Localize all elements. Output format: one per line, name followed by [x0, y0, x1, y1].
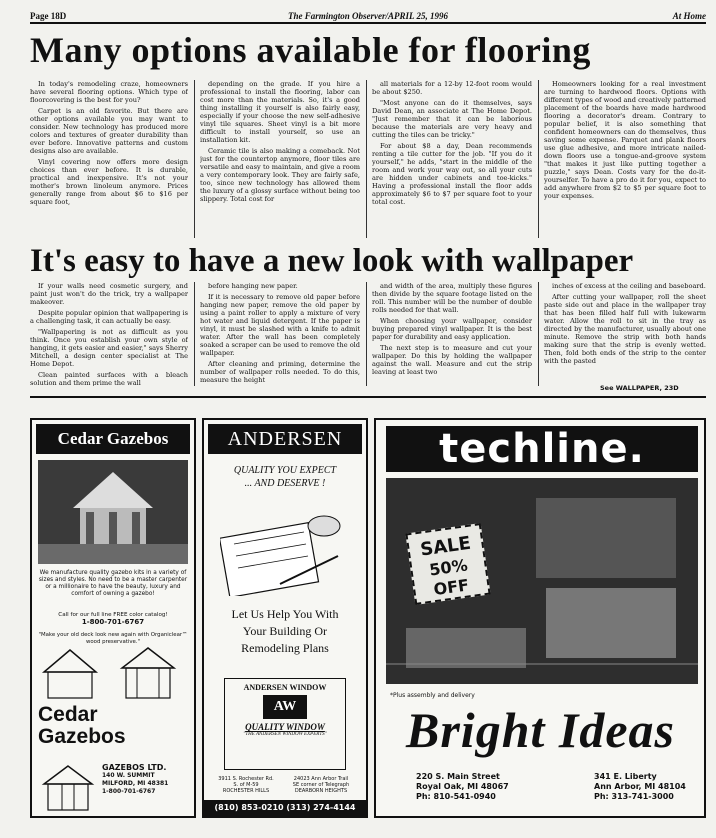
cedar-ad-quote: "Make your old deck look new again with Organiclear™ wood preservative." — [38, 632, 188, 645]
andersen-help-2: Your Building Or — [242, 624, 328, 638]
paragraph: In today's remodeling craze, homeowners have several flooring options. Which type of floorcovering is the best for you? — [30, 80, 188, 104]
cedar-gazebos-ad — [30, 418, 196, 818]
andersen-tagline-1: QUALITY YOU EXPECT — [233, 465, 337, 476]
techline-logo: techline. — [386, 426, 698, 472]
andersen-address-dearborn — [286, 776, 356, 794]
cedar-contact — [102, 764, 168, 796]
sale-badge — [405, 523, 490, 605]
cedar-logo-line1: Cedar — [38, 703, 98, 726]
wallpaper-headline: It's easy to have a new look with wallpaper — [30, 243, 634, 279]
paragraph: Carpet is an old favorite. But there are other options available you may want to consider. New technology has produced more colors and textures of greater durability than ever before. Innovative patterns and custom designs also are available. — [30, 107, 188, 155]
paragraph: When choosing your wallpaper, consider buying prepared vinyl wallpaper. It is the best paper for durability and easy application. — [372, 317, 532, 341]
wallpaper-column-3 — [372, 282, 532, 386]
cedar-address-2: MILFORD, MI 48381 — [102, 780, 169, 787]
andersen-phones: (810) 853-0210 (313) 274-4144 — [204, 800, 366, 816]
sale-percent: 50% OFF — [428, 555, 471, 600]
address-line: DEARBORN HEIGHTS — [294, 788, 348, 794]
bright-ideas-logo: Bright Ideas — [406, 702, 676, 758]
column-rule — [538, 282, 539, 386]
flooring-column-1 — [30, 80, 188, 240]
cedar-phone-1: 1-800-701-6767 — [81, 618, 145, 626]
page-number: Page 18D — [30, 11, 67, 21]
page-header — [30, 8, 706, 24]
column-rule — [366, 282, 367, 386]
wallpaper-column-1 — [30, 282, 188, 386]
assembly-note: *Plus assembly and delivery — [390, 692, 475, 699]
wallpaper-column-4 — [544, 282, 706, 382]
address-line: ROCHESTER HILLS — [222, 788, 270, 794]
location-line: 341 E. Liberty — [594, 772, 657, 781]
paragraph: After cutting your wallpaper, roll the sheet paste side out and place in the wallpaper tray that has been filled half full with lukewarm water. Allow the roll to sit in the tray as directed by the manufacturer, usually about one minute. Remove the strip with both hands making sure that the strip is evenly wetted. Then, fold both ends of the strip to the center with the pasted — [544, 293, 706, 365]
section-name: At Home — [672, 11, 706, 21]
logo-experts: "THE ANDERSEN WINDOW EXPERTS" — [243, 732, 327, 737]
cedar-ad-title: Cedar Gazebos — [36, 424, 190, 454]
paragraph: For about $8 a day, Dean recommends renting a tile cutter for the job. "If you do it yourself," he adds, "start in the middle of the room and work your way out, so all your cuts are hidden under cabinets and toe-kicks." Having a professional install the floor adds approximately $6 to $7 per square foot to your total cost. — [372, 142, 532, 206]
publication-line: The Farmington Observer/APRIL 25, 1996 — [288, 11, 448, 21]
cedar-address-1: 140 W. SUMMIT — [102, 772, 155, 779]
cedar-phone-2: 1-800-701-6767 — [102, 788, 156, 795]
location-line: Ann Arbor, MI 48104 — [594, 782, 686, 791]
wallpaper-column-2 — [200, 282, 360, 386]
paragraph: Despite popular opinion that wallpapering is a challenging task, it can actually be easy. — [30, 309, 188, 325]
andersen-help-3: Remodeling Plans — [241, 641, 329, 655]
andersen-address-rochester — [214, 776, 278, 794]
location-line: 220 S. Main Street — [416, 772, 500, 781]
paragraph: depending on the grade. If you hire a professional to install the flooring, labor can cost more than the materials. So, it's a good thing installing it yourself is also fairly easy, especially if your choose the new self-adhesive vinyl tile squares. Sheet vinyl is a bit more difficult to install yourself, so use an installation kit. — [200, 80, 360, 144]
continued-jump-line: See WALLPAPER, 23D — [600, 384, 679, 392]
andersen-help — [210, 606, 360, 657]
paragraph: The next step is to measure and cut your wallpaper. Do this by holding the wallpaper against the wall. Measure and cut the strip leaving at least two — [372, 344, 532, 376]
royal-oak-location — [416, 772, 509, 802]
cedar-ad-blurb: We manufacture quality gazebo kits in a variety of sizes and styles. No need to be a master carpenter or a millionaire to have the beauty, luxury and comfort of owning a gazebo! — [38, 570, 188, 597]
paragraph: If your walls need cosmetic surgery, and paint just won't do the trick, try a wallpaper makeover. — [30, 282, 188, 306]
andersen-ad — [202, 418, 368, 818]
flooring-headline: Many options available for flooring — [30, 30, 591, 70]
paragraph: Ceramic tile is also making a comeback. Not just for the countertop anymore, floor tiles are versatile and easy to maintain, and give a room a very contemporary look. They are fairly safe, too, since new technology has allowed them the luxury of a glossy surface without being too slippery. Total cost for — [200, 147, 360, 203]
paragraph: before hanging new paper. — [208, 282, 298, 290]
andersen-tagline-2: ... AND DESERVE ! — [244, 478, 326, 489]
ann-arbor-location — [594, 772, 686, 802]
address-line: S. of M-59 — [233, 782, 259, 788]
paragraph: Clean painted surfaces with a bleach solution and them prime the wall — [30, 371, 188, 386]
page-divider — [30, 396, 706, 398]
paragraph: inches of excess at the ceiling and baseboard. — [552, 282, 706, 290]
gazebo-photo-icon — [38, 460, 188, 564]
cedar-call-text: Call for our full line FREE color catalog! — [58, 612, 168, 618]
column-rule — [194, 282, 195, 386]
column-rule — [538, 80, 539, 238]
paragraph: Homeowners looking for a real investment are turning to hardwood floors. Options with different types of wood and creatively patterned placement of the boards have made hardwood flooring a decorator's dream. Contrary to popular belief, it is also something that confident homeowners can do themselves, thus saving some expense. Parquet and plank floors use glue adhesive, and more intricate nailed-down floors use a tongue-and-groove system "that makes it just like putting together a puzzle," says Dean. Costs vary for the do-it-yourselfer. To have a pro do it for you, expect to add anywhere from $2 to $5 per square foot to your expenses. — [544, 80, 706, 200]
quality-window-logo — [224, 678, 346, 770]
logo-aw: AW — [263, 695, 307, 719]
cedar-ad-call — [38, 612, 188, 626]
paragraph: all materials for a 12-by 12-foot room would be about $250. — [372, 80, 532, 96]
column-rule — [366, 80, 367, 238]
flooring-column-2 — [200, 80, 360, 240]
address-line: 24023 Ann Arbor Trail — [293, 776, 349, 782]
paragraph: After cleaning and priming, determine the number of wallpaper rolls needed. To do this, measure the height — [200, 360, 360, 384]
gazebo-photo — [38, 460, 188, 564]
logo-quality-window: QUALITY WINDOW — [245, 722, 325, 732]
sale-label: SALE — [419, 532, 473, 561]
logo-andersen-window: ANDERSEN WINDOW — [243, 683, 327, 692]
house-plans-icon — [220, 500, 350, 596]
andersen-ad-title: ANDERSEN — [208, 424, 362, 454]
paragraph: Vinyl covering now offers more design choices than ever before. It is durable, practical and inexpensive. It's not your mother's brown linoleum anymore. Prices generally range from about $6 to $16 per square foot, — [30, 158, 188, 206]
flooring-column-3 — [372, 80, 532, 240]
flooring-column-4 — [544, 80, 706, 240]
location-line: Royal Oak, MI 48067 — [416, 782, 509, 791]
column-rule — [194, 80, 195, 238]
paragraph: "Most anyone can do it themselves, says David Dean, an associate at The Home Depot. "Just remember that it can be laborious because the materials are very heavy and cutting the tiles can be tricky." — [372, 99, 532, 139]
address-line: 3911 S. Rochester Rd. — [218, 776, 274, 782]
location-line: Ph: 810-541-0940 — [416, 792, 496, 801]
andersen-help-1: Let Us Help You With — [231, 607, 339, 621]
cedar-company: GAZEBOS LTD. — [102, 763, 167, 772]
address-line: SE corner of Telegraph — [292, 782, 350, 788]
paragraph: "Wallpapering is not as difficult as you think. Once you establish your own style of hanging, it gets easier and easier," says Sherry Mitchell, a design center specialist at The Home Depot. — [30, 328, 188, 368]
cedar-logo — [38, 704, 126, 748]
paragraph: If it is necessary to remove old paper before hanging new paper, remove the old paper by using a paint roller to apply a mixture of very hot water and liquid detergent. If the paper is vinyl, it must be slashed with a knife to admit water. After the wall has been completely soaked a scraper can be used to remove the old wallpaper. — [200, 293, 360, 357]
andersen-tagline — [210, 464, 360, 490]
gazebo-small-icon — [40, 764, 96, 814]
gazebo-drawing-icon — [40, 646, 188, 704]
paragraph: and width of the area, multiply these figures then divide by the square footage listed on the roll. This number will be the number of double rolls needed for that wall. — [372, 282, 532, 314]
techline-ad — [374, 418, 706, 818]
location-line: Ph: 313-741-3000 — [594, 792, 674, 801]
cedar-logo-line2: Gazebos — [38, 725, 126, 748]
